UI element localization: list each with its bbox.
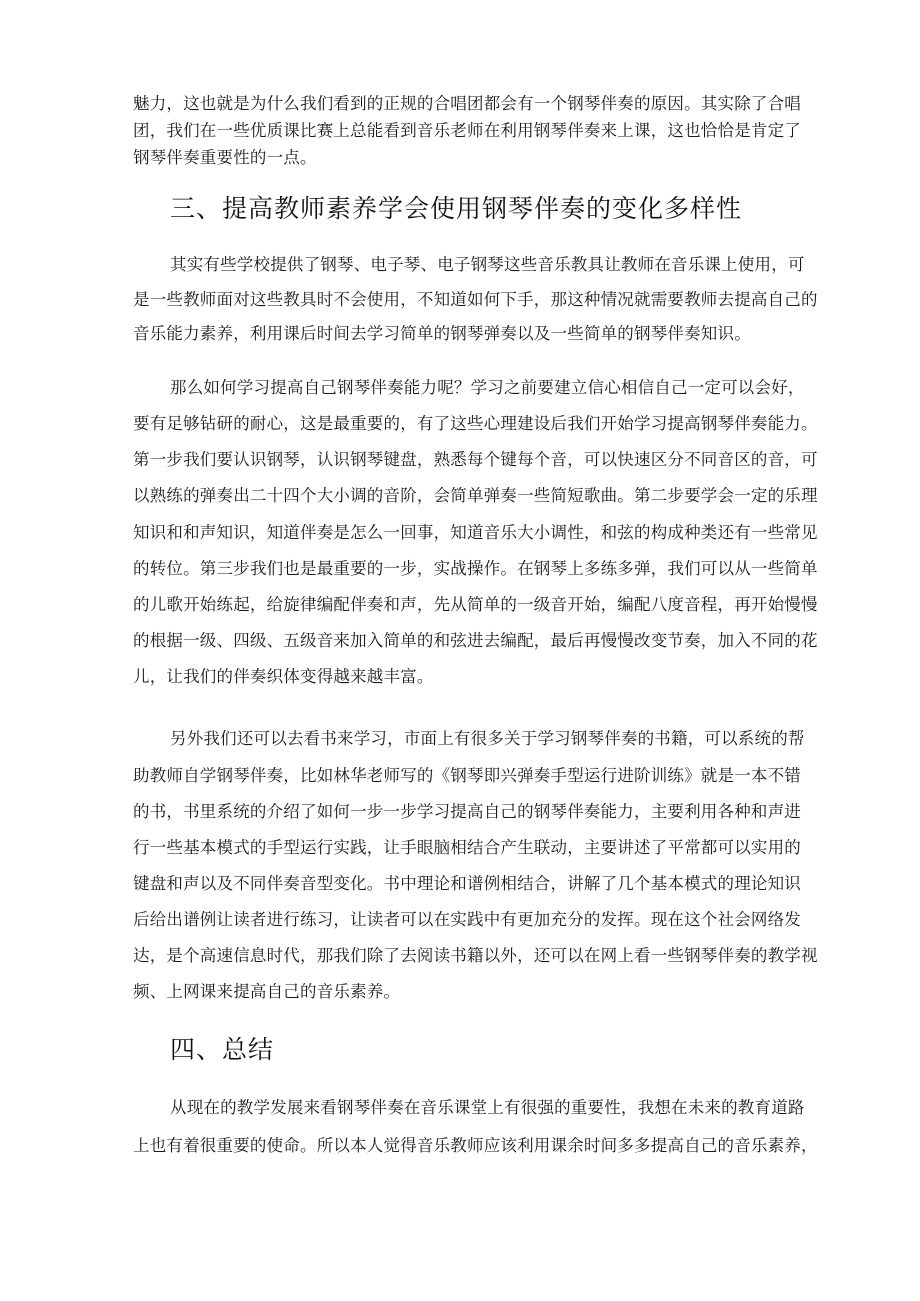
section-3-paragraph-2-line: 的转位。第三步我们也是最重要的一步，实战操作。在钢琴上多练多弹，我们可以从一些简单: [133, 559, 818, 578]
section-4-heading: 四、总结: [170, 1035, 275, 1064]
section-3-paragraph-3-line: 键盘和声以及不同伴奏音型变化。书中理论和谱例相结合，讲解了几个基本模式的理论知识: [133, 874, 801, 893]
section-3-paragraph-1-line: 是一些教师面对这些教具时不会使用，不知道如何下手，那这种情况就需要教师去提高自己的: [133, 290, 818, 309]
intro-paragraph-line: 团，我们在一些优质课比赛上总能看到音乐老师在利用钢琴伴奏来上课，这也恰恰是肯定了: [133, 121, 801, 140]
section-3-paragraph-2-line: 第一步我们要认识钢琴，认识钢琴键盘，熟悉每个键每个音，可以快速区分不同音区的音，可: [133, 450, 818, 469]
section-3-paragraph-2-line: 的根据一级、四级、五级音来加入简单的和弦进去编配，最后再慢慢改变节奏，加入不同的花: [133, 631, 818, 650]
section-3-paragraph-2-line: 那么如何学习提高自己钢琴伴奏能力呢？学习之前要建立信心相信自己一定可以会好，: [170, 378, 805, 397]
section-3-paragraph-2-line: 儿，让我们的伴奏织体变得越来越丰富。: [133, 667, 434, 686]
section-3-paragraph-2-line: 知识和和声知识，知道伴奏是怎么一回事，知道音乐大小调性，和弦的构成种类还有一些常见: [133, 523, 818, 542]
section-3-paragraph-3-line: 达，是个高速信息时代，那我们除了去阅读书籍以外，还可以在网上看一些钢琴伴奏的教学视: [133, 946, 818, 965]
section-3-paragraph-3-line: 行一些基本模式的手型运行实践，让手眼脑相结合产生联动，主要讲述了平常都可以实用的: [133, 838, 801, 857]
section-3-paragraph-1-line: 其实有些学校提供了钢琴、电子琴、电子钢琴这些音乐教具让教师在音乐课上使用，可: [170, 255, 805, 274]
section-4-paragraph-1-line: 上也有着很重要的使命。所以本人觉得音乐教师应该利用课余时间多多提高自己的音乐素养，: [133, 1136, 818, 1155]
section-3-heading: 三、提高教师素养学会使用钢琴伴奏的变化多样性: [170, 194, 743, 223]
section-3-paragraph-3-line: 助教师自学钢琴伴奏，比如林华老师写的《钢琴即兴弹奏手型运行进阶训练》就是一本不错: [133, 766, 801, 785]
section-3-paragraph-2-line: 以熟练的弹奏出二十四个大小调的音阶，会简单弹奏一些简短歌曲。第二步要学会一定的乐理: [133, 486, 818, 505]
section-3-paragraph-2-line: 的儿歌开始练起，给旋律编配伴奏和声，先从简单的一级音开始，编配八度音程，再开始慢慢: [133, 595, 818, 614]
section-3-paragraph-3-line: 的书，书里系统的介绍了如何一步一步学习提高自己的钢琴伴奏能力，主要利用各种和声进: [133, 802, 801, 821]
section-3-paragraph-3-line: 后给出谱例让读者进行练习，让读者可以在实践中有更加充分的发挥。现在这个社会网络发: [133, 910, 801, 929]
section-4-paragraph-1-line: 从现在的教学发展来看钢琴伴奏在音乐课堂上有很强的重要性，我想在未来的教育道路: [170, 1098, 805, 1117]
section-3-paragraph-3-line: 频、上网课来提高自己的音乐素养。: [133, 982, 401, 1001]
section-3-paragraph-1-line: 音乐能力素养，利用课后时间去学习简单的钢琴弹奏以及一些简单的钢琴伴奏知识。: [133, 324, 751, 343]
section-3-paragraph-3-line: 另外我们还可以去看书来学习，市面上有很多关于学习钢琴伴奏的书籍，可以系统的帮: [170, 729, 805, 748]
intro-paragraph-line: 钢琴伴奏重要性的一点。: [133, 148, 317, 167]
intro-paragraph-line: 魅力，这也就是为什么我们看到的正规的合唱团都会有一个钢琴伴奏的原因。其实除了合唱: [133, 94, 801, 113]
section-3-paragraph-2-line: 要有足够钻研的耐心，这是最重要的，有了这些心理建设后我们开始学习提高钢琴伴奏能力。: [133, 414, 818, 433]
